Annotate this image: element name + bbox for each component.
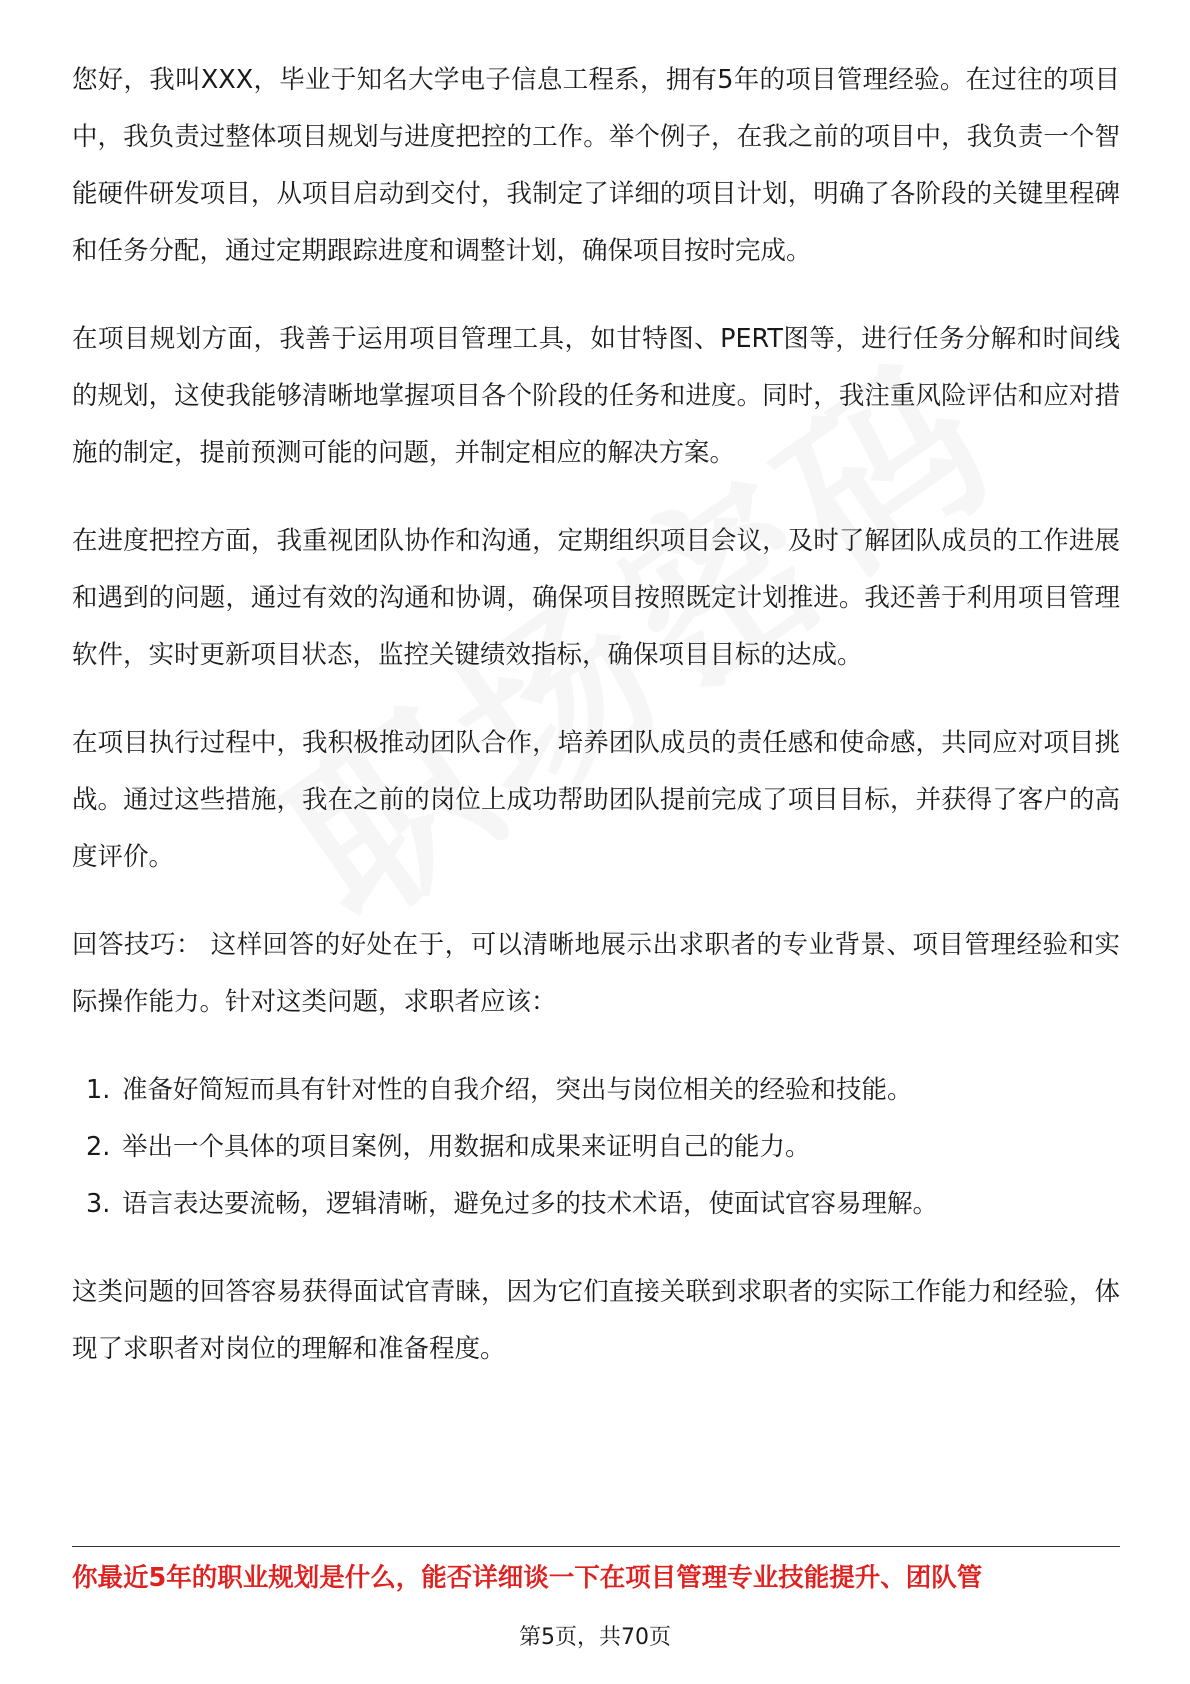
list-item (72, 1119, 1120, 1176)
list-item-text: 准备好简短而具有针对性的自我介绍，突出与岗位相关的经验和技能。 (122, 1075, 913, 1105)
next-question-heading: 你最近5年的职业规划是什么，能否详细谈一下在项目管理专业技能提升、团队管 (72, 1563, 983, 1593)
page-number: 第5页，共70页 (519, 1625, 671, 1650)
list-item (72, 1176, 1120, 1233)
paragraph-closing: 这类问题的回答容易获得面试官青睐，因为它们直接关联到求职者的实际工作能力和经验，体现了求职者对岗位的理解和准备程度。 (72, 1277, 1120, 1364)
list-number: 1. (86, 1075, 111, 1105)
list-item-text: 举出一个具体的项目案例，用数据和成果来证明自己的能力。 (122, 1132, 811, 1162)
paragraph-progress-control: 在进度把控方面，我重视团队协作和沟通，定期组织项目会议，及时了解团队成员的工作进展和遇到的问题，通过有效的沟通和协调，确保项目按照既定计划推进。我还善于利用项目管理软件，实时更新项目状态，监控关键绩效指标，确保项目目标的达成。 (72, 526, 1120, 670)
list-item (72, 1062, 1120, 1119)
paragraph-answer-tips: 回答技巧： 这样回答的好处在于，可以清晰地展示出求职者的专业背景、项目管理经验和实际操作能力。针对这类问题，求职者应该： (72, 930, 1120, 1017)
tips-list (72, 1062, 1120, 1233)
list-number: 3. (86, 1189, 111, 1219)
list-item-text: 语言表达要流畅，逻辑清晰，避免过多的技术术语，使面试官容易理解。 (122, 1189, 939, 1219)
paragraph-intro: 您好，我叫XXX，毕业于知名大学电子信息工程系，拥有5年的项目管理经验。在过往的项目中，我负责过整体项目规划与进度把控的工作。举个例子，在我之前的项目中，我负责一个智能硬件研发项目，从项目启动到交付，我制定了详细的项目计划，明确了各阶段的关键里程碑和任务分配，通过定期跟踪进度和调整计划，确保项目按时完成。 (72, 65, 1120, 266)
document-body (72, 52, 1120, 1409)
list-number: 2. (86, 1132, 111, 1162)
paragraph-execution: 在项目执行过程中，我积极推动团队合作，培养团队成员的责任感和使命感，共同应对项目挑战。通过这些措施，我在之前的岗位上成功帮助团队提前完成了项目目标，并获得了客户的高度评价。 (72, 728, 1120, 872)
section-divider (72, 1546, 1120, 1547)
paragraph-planning: 在项目规划方面，我善于运用项目管理工具，如甘特图、PERT图等，进行任务分解和时间线的规划，这使我能够清晰地掌握项目各个阶段的任务和进度。同时，我注重风险评估和应对措施的制定，提前预测可能的问题，并制定相应的解决方案。 (72, 324, 1120, 468)
